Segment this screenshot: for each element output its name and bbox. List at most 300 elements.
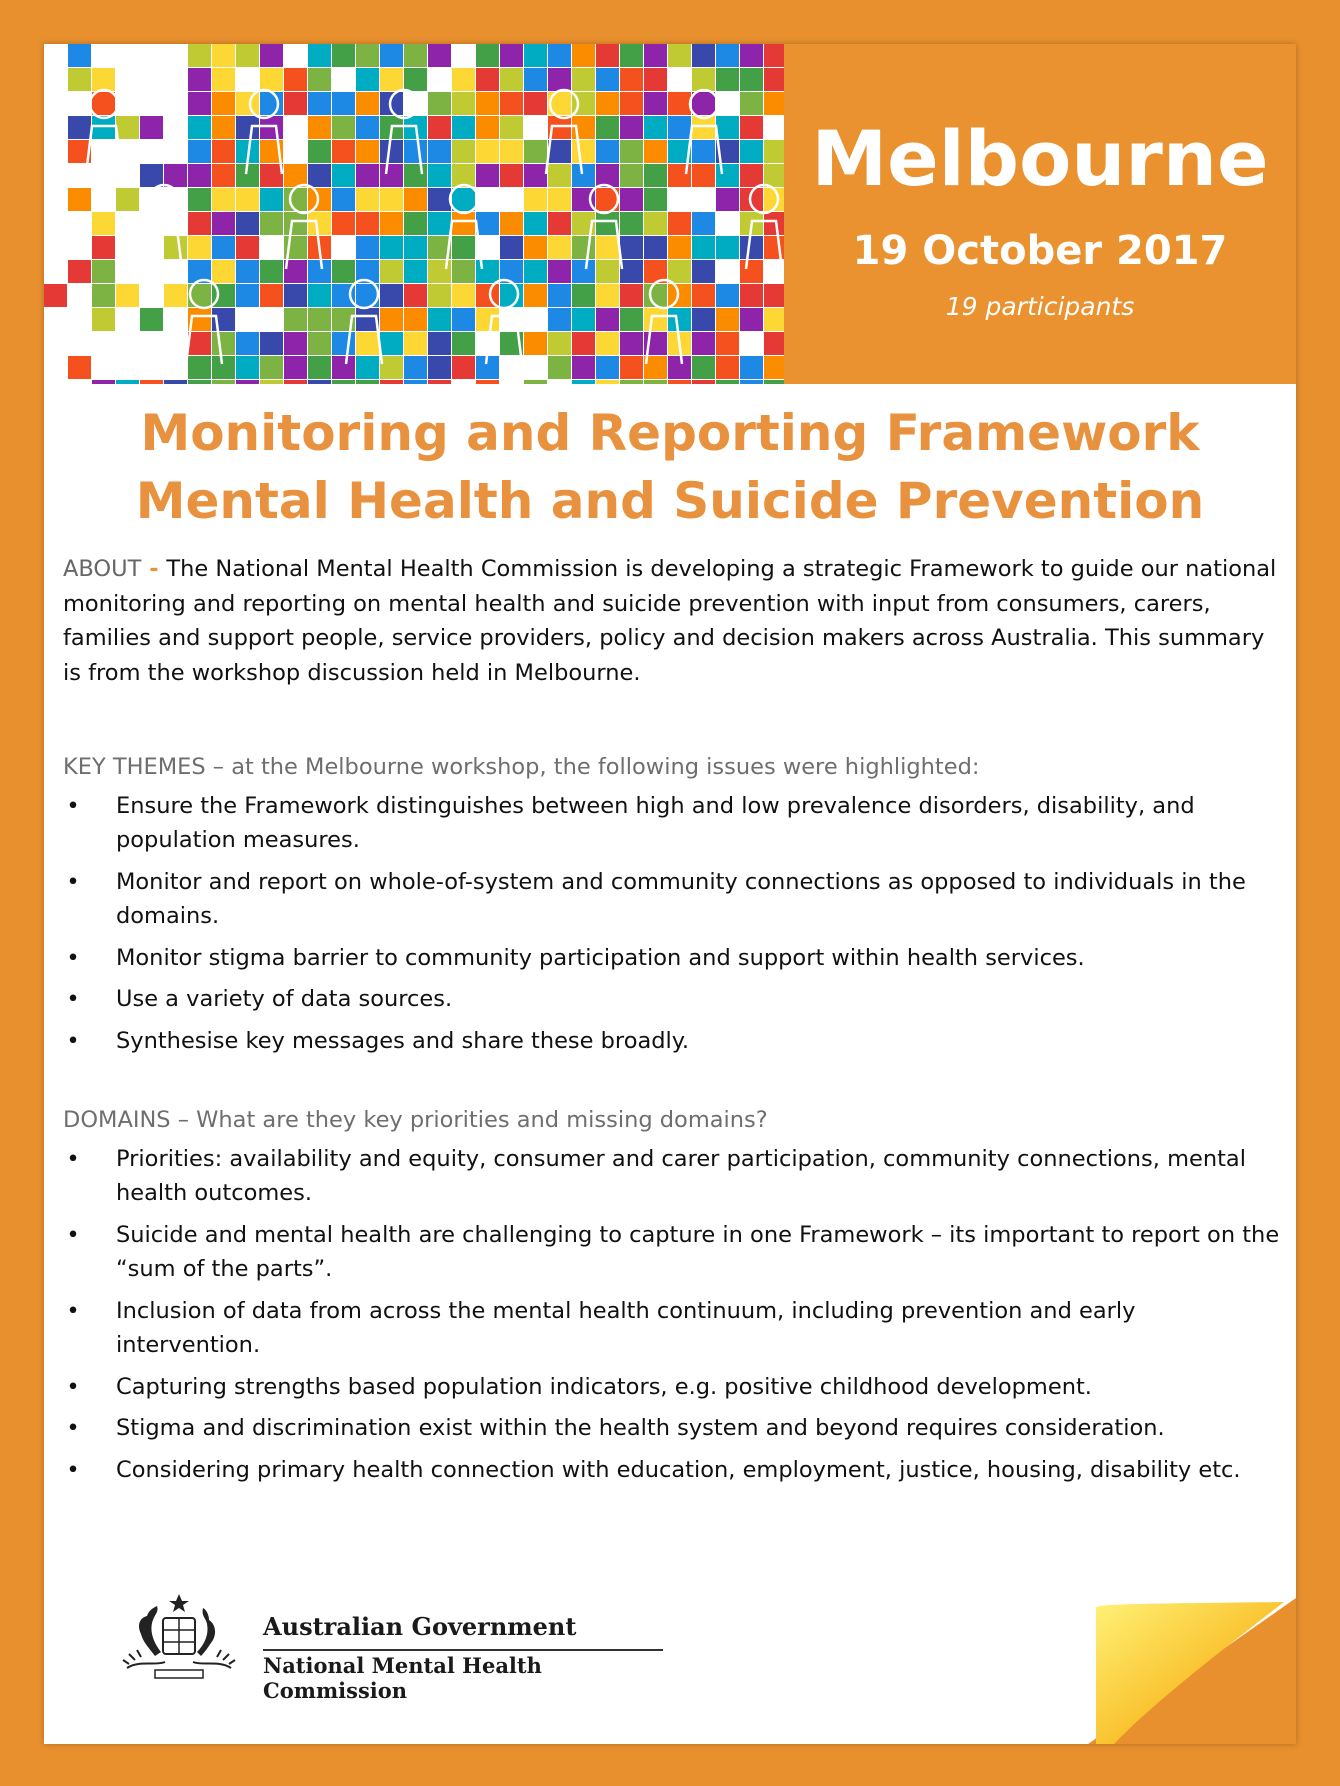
mosaic-tile [476,92,499,115]
mosaic-tile [188,188,211,211]
australian-government-label: Australian Government [263,1612,577,1641]
mosaic-tile [140,308,163,331]
bullet-icon: • [66,792,80,819]
key_themes-bullet-text: Ensure the Framework distinguishes between high and low prevalence disorders, disability, and population measures. [116,792,1195,853]
mosaic-tile [452,380,475,384]
mosaic-tile [380,308,403,331]
mosaic-tile [284,164,307,187]
mosaic-tile [644,308,667,331]
mosaic-tile [500,188,523,211]
mosaic-tile [428,68,451,91]
mosaic-tile [620,380,643,384]
mosaic-tile [308,164,331,187]
mosaic-tile [716,188,739,211]
mosaic-tile [44,260,67,283]
mosaic-tile [548,380,571,384]
mosaic-tile [188,356,211,379]
mosaic-tile [644,188,667,211]
mosaic-tile [596,140,619,163]
mosaic-tile [116,116,139,139]
mosaic-tile [572,284,595,307]
mosaic-tile [692,332,715,355]
mosaic-tile [308,68,331,91]
mosaic-tile [308,116,331,139]
mosaic-tile [716,44,739,67]
mosaic-tile [308,332,331,355]
mosaic-tile [308,356,331,379]
mosaic-tile [212,212,235,235]
mosaic-tile [380,68,403,91]
mosaic-tile [644,140,667,163]
mosaic-tile [644,380,667,384]
mosaic-tile [356,332,379,355]
mosaic-tile [164,164,187,187]
mosaic-tile [284,212,307,235]
mosaic-tile [164,284,187,307]
mosaic-tile [596,332,619,355]
mosaic-tile [356,164,379,187]
mosaic-tile [404,236,427,259]
mosaic-tile [236,308,259,331]
mosaic-tile [404,188,427,211]
mosaic-tile [356,356,379,379]
document-page [44,44,1296,1744]
document-body [63,552,1283,1494]
mosaic-tile [476,140,499,163]
mosaic-tile [284,92,307,115]
mosaic-tile [428,380,451,384]
mosaic-tile [596,380,619,384]
mosaic-tile [332,116,355,139]
mosaic-tile [188,92,211,115]
mosaic-tile [620,188,643,211]
mosaic-tile [740,140,763,163]
mosaic-tile [668,92,691,115]
mosaic-tile [260,188,283,211]
mosaic-tile [308,284,331,307]
mosaic-tile [404,260,427,283]
mosaic-tile [380,164,403,187]
mosaic-tile [596,68,619,91]
mosaic-tile [500,68,523,91]
mosaic-tile [476,212,499,235]
mosaic-tile [596,356,619,379]
mosaic-tile [524,92,547,115]
mosaic-tile [644,44,667,67]
about-text: The National Mental Health Commission is developing a strategic Framework to guide our national monitoring and reporting on mental health and suicide prevention with input from consumers, carers, families and support people, service providers, policy and decision makers across Australia. This summary is from the workshop discussion held in Melbourne. [63,556,1277,686]
event-date: 19 October 2017 [852,228,1228,274]
mosaic-tile [620,212,643,235]
mosaic-tile [716,236,739,259]
mosaic-tile [380,188,403,211]
mosaic-tile [452,356,475,379]
mosaic-tile [692,116,715,139]
mosaic-tile [308,92,331,115]
mosaic-tile [188,380,211,384]
mosaic-tile [428,212,451,235]
key_themes-bullet-text: Use a variety of data sources. [116,986,453,1012]
mosaic-tile [692,212,715,235]
domains-heading: DOMAINS – What are they key priorities and missing domains? [63,1107,768,1133]
mosaic-tile [212,356,235,379]
mosaic-tile [524,380,547,384]
mosaic-tile [284,380,307,384]
mosaic-tile [764,164,784,187]
mosaic-tile [356,92,379,115]
mosaic-tile [236,44,259,67]
mosaic-tile [452,140,475,163]
mosaic-tile [380,44,403,67]
mosaic-tile [692,356,715,379]
mosaic-tile [284,68,307,91]
mosaic-tile [212,188,235,211]
mosaic-tile [452,212,475,235]
mosaic-tile [212,164,235,187]
mosaic-tile [308,44,331,67]
mosaic-tile [260,212,283,235]
mosaic-tile [404,308,427,331]
mosaic-tile [428,332,451,355]
mosaic-tile [452,284,475,307]
mosaic-tile [668,188,691,211]
mosaic-tile [188,332,211,355]
mosaic-tile [572,308,595,331]
mosaic-tile [548,356,571,379]
mosaic-tile [260,284,283,307]
bullet-icon: • [66,1297,80,1324]
mosaic-tile [716,92,739,115]
mosaic-tile [68,116,91,139]
mosaic-tile [332,92,355,115]
mosaic-tile [332,212,355,235]
mosaic-tile [620,308,643,331]
mosaic-tile [260,236,283,259]
mosaic-tile [116,188,139,211]
mosaic-tile [572,236,595,259]
mosaic-tile [716,68,739,91]
mosaic-tile [548,236,571,259]
mosaic-tile [332,260,355,283]
mosaic-tile [500,284,523,307]
mosaic-tile [692,260,715,283]
mosaic-tile [524,164,547,187]
domains-bullet-text: Suicide and mental health are challenging to capture in one Framework – its important to report on the “sum of the parts”. [116,1221,1280,1282]
mosaic-tile [404,164,427,187]
mosaic-tile [620,92,643,115]
mosaic-tile [764,68,784,91]
mosaic-tile [500,44,523,67]
domains-bullet-item [63,1453,1283,1488]
mosaic-tile [548,44,571,67]
mosaic-tile [740,380,763,384]
mosaic-tile [476,260,499,283]
mosaic-tile [668,212,691,235]
mosaic-tile [260,92,283,115]
mosaic-tile [740,92,763,115]
mosaic-tile [188,116,211,139]
mosaic-tile [236,284,259,307]
title-line-1: Monitoring and Reporting Framework [140,404,1200,462]
mosaic-tile [236,212,259,235]
mosaic-tile [500,380,523,384]
mosaic-tile [524,44,547,67]
mosaic-tile [548,308,571,331]
mosaic-tile [404,332,427,355]
mosaic-tile [356,44,379,67]
mosaic-tile [92,116,115,139]
mosaic-tile [428,116,451,139]
mosaic-tile [188,68,211,91]
key-themes-list [63,789,1283,1059]
mosaic-tile [716,284,739,307]
mosaic-tile [236,116,259,139]
mosaic-tile [356,236,379,259]
mosaic-tile [740,260,763,283]
mosaic-tile [212,332,235,355]
mosaic-tile [92,380,115,384]
mosaic-tile [92,308,115,331]
mosaic-tile [236,188,259,211]
mosaic-tile [572,356,595,379]
mosaic-tile [92,68,115,91]
mosaic-tile [476,116,499,139]
domains-bullet-text: Capturing strengths based population indicators, e.g. positive childhood development. [116,1373,1092,1400]
mosaic-tile [380,284,403,307]
mosaic-tile [68,260,91,283]
mosaic-tile [764,332,784,355]
mosaic-tile [260,68,283,91]
mosaic-tile [548,284,571,307]
mosaic-tile [68,68,91,91]
mosaic-tile [524,212,547,235]
mosaic-tile [188,236,211,259]
mosaic-tile [572,68,595,91]
mosaic-tile [692,164,715,187]
mosaic-tile [284,140,307,163]
bullet-icon: • [66,1145,80,1172]
mosaic-tile [284,332,307,355]
mosaic-tile [260,380,283,384]
mosaic-tile [92,284,115,307]
mosaic-tile [500,92,523,115]
key_themes-bullet-item [63,789,1283,858]
mosaic-tile [644,236,667,259]
mosaic-tile [668,116,691,139]
key-themes-heading: KEY THEMES – at the Melbourne workshop, the following issues were highlighted: [63,754,980,780]
mosaic-tile [524,236,547,259]
mosaic-tile [404,380,427,384]
mosaic-tile [500,116,523,139]
mosaic-tile [404,68,427,91]
mosaic-tile [356,68,379,91]
mosaic-tile [596,164,619,187]
mosaic-tile [68,44,91,67]
mosaic-tile [692,236,715,259]
domains-bullet-item [63,1294,1283,1363]
mosaic-tile [692,308,715,331]
mosaic-tile [740,284,763,307]
mosaic-tile [284,284,307,307]
about-label: ABOUT [63,556,142,582]
mosaic-tile [428,356,451,379]
mosaic-tile [452,188,475,211]
domains-bullet-item [63,1218,1283,1287]
mosaic-tile [236,236,259,259]
mosaic-tile [668,284,691,307]
mosaic-tile [428,140,451,163]
mosaic-tile [764,140,784,163]
mosaic-tile [404,212,427,235]
bullet-icon: • [66,1221,80,1248]
mosaic-tile [644,164,667,187]
document-title [44,399,1296,535]
mosaic-tile [716,332,739,355]
mosaic-tile [644,116,667,139]
mosaic-tile [284,116,307,139]
mosaic-tile [356,188,379,211]
mosaic-tile [452,92,475,115]
mosaic-tile [260,308,283,331]
mosaic-tile [212,260,235,283]
mosaic-tile [236,92,259,115]
mosaic-tile [524,68,547,91]
mosaic-tile [68,356,91,379]
mosaic-tile [308,260,331,283]
mosaic-tile [356,380,379,384]
bullet-icon: • [66,986,80,1012]
mosaic-tile [188,164,211,187]
mosaic-tile [452,308,475,331]
page-curl-decoration [1088,1598,1296,1744]
mosaic-tile [668,68,691,91]
mosaic-tile [692,44,715,67]
mosaic-tile [452,116,475,139]
mosaic-tile [596,44,619,67]
mosaic-tile [92,236,115,259]
mosaic-tile [236,68,259,91]
mosaic-tile [44,356,67,379]
mosaic-tile [476,380,499,384]
mosaic-tile [548,260,571,283]
header-mosaic-image [44,44,784,384]
mosaic-tile [740,236,763,259]
mosaic-tile [668,356,691,379]
mosaic-tile [452,164,475,187]
mosaic-tile [188,212,211,235]
mosaic-tile [524,284,547,307]
domains-list [63,1142,1283,1488]
mosaic-tile [116,380,139,384]
mosaic-tile [620,356,643,379]
mosaic-tile [740,116,763,139]
mosaic-tile [428,284,451,307]
mosaic-tile [716,260,739,283]
mosaic-tile [740,356,763,379]
mosaic-tile [668,236,691,259]
mosaic-tile [668,380,691,384]
mosaic-tile [92,260,115,283]
mosaic-tile [548,188,571,211]
bullet-icon: • [66,1415,80,1441]
domains-bullet-item [63,1411,1283,1446]
key_themes-bullet-item [63,865,1283,934]
mosaic-tile [260,332,283,355]
mosaic-tile [716,116,739,139]
key_themes-bullet-item [63,1024,1283,1059]
mosaic-tile [764,380,784,384]
mosaic-tile [476,68,499,91]
mosaic-tile [548,332,571,355]
mosaic-tile [308,308,331,331]
mosaic-tile [332,140,355,163]
mosaic-tile [764,92,784,115]
mosaic-tile [332,236,355,259]
mosaic-tile [572,140,595,163]
bullet-icon: • [66,1027,80,1054]
mosaic-tile [548,140,571,163]
mosaic-tile [764,212,784,235]
mosaic-tile [236,380,259,384]
bullet-icon: • [66,1373,80,1400]
mosaic-tile [140,380,163,384]
mosaic-tile [740,308,763,331]
header-orange-panel [784,44,1296,384]
mosaic-tile [452,236,475,259]
mosaic-tile [428,92,451,115]
mosaic-tile [596,284,619,307]
city-title: Melbourne [811,114,1269,203]
mosaic-tile [716,380,739,384]
key_themes-bullet-text: Monitor stigma barrier to community participation and support within health services. [116,944,1085,971]
mosaic-tile [620,140,643,163]
mosaic-tile [716,164,739,187]
about-dash: - [141,556,167,582]
mosaic-tile [740,44,763,67]
mosaic-tile [332,332,355,355]
domains-bullet-text: Stigma and discrimination exist within the health system and beyond requires consideration. [116,1415,1165,1441]
mosaic-tile [476,308,499,331]
mosaic-tile [596,260,619,283]
mosaic-tile [620,284,643,307]
mosaic-tile [164,236,187,259]
mosaic-tile [284,188,307,211]
mosaic-tile [212,116,235,139]
mosaic-tile [428,188,451,211]
mosaic-tile [572,260,595,283]
mosaic-tile [308,140,331,163]
mosaic-tile [524,188,547,211]
mosaic-tile [212,380,235,384]
mosaic-tile [308,212,331,235]
mosaic-tile [260,356,283,379]
mosaic-tile [596,92,619,115]
mosaic-tile [212,44,235,67]
mosaic-tile [500,356,523,379]
mosaic-tile [644,92,667,115]
mosaic-tile [260,164,283,187]
agency-name-label: National Mental Health Commission [263,1653,542,1703]
mosaic-tile [524,308,547,331]
mosaic-tile [524,116,547,139]
mosaic-tile [260,44,283,67]
domains-bullet-text: Considering primary health connection with education, employment, justice, housing, disability etc. [116,1456,1241,1483]
mosaic-tile [332,380,355,384]
mosaic-tile [236,260,259,283]
mosaic-tile [452,260,475,283]
mosaic-tile [500,236,523,259]
mosaic-tile [572,380,595,384]
mosaic-tile [524,332,547,355]
